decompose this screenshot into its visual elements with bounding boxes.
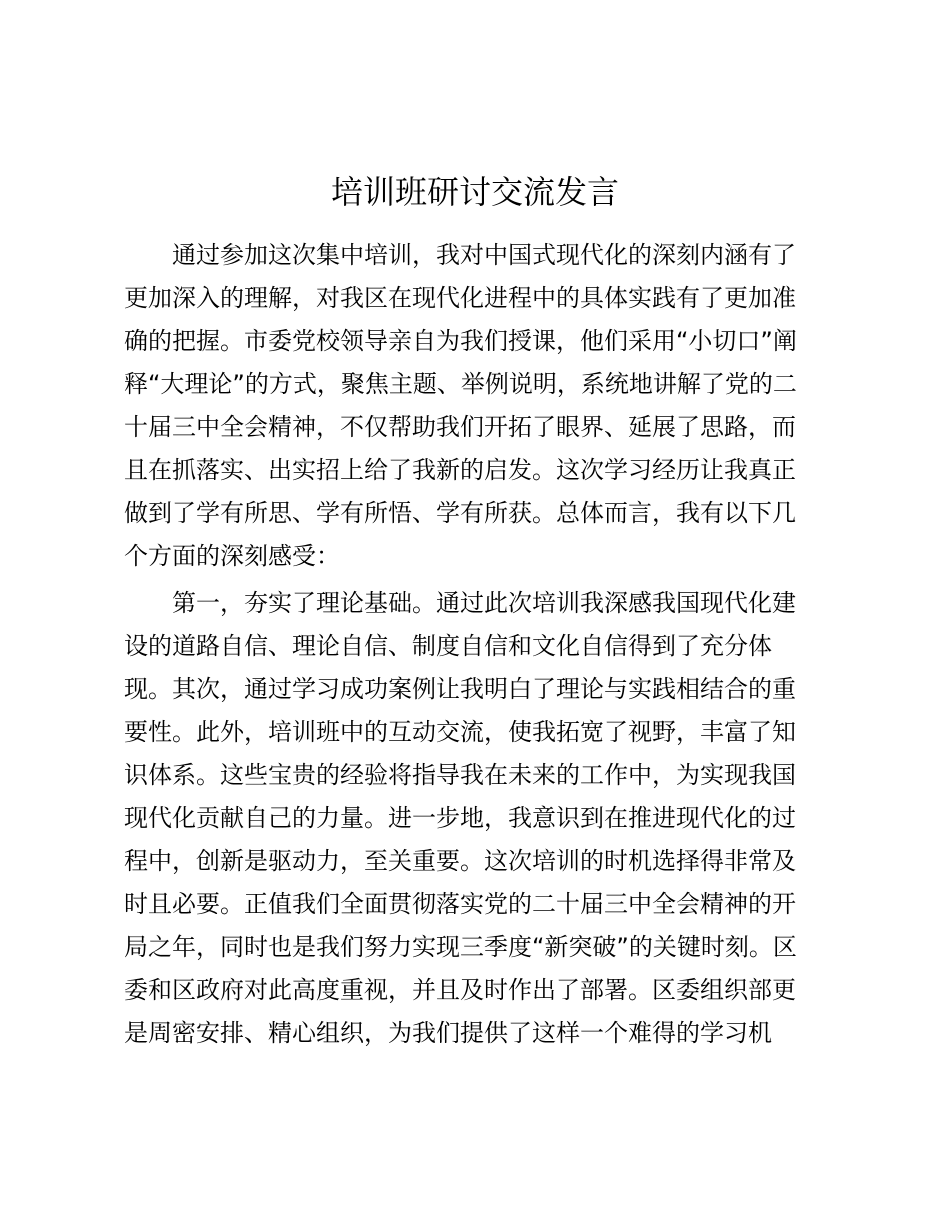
paragraph-1-line: 通过参加这次集中培训，我对中国式现代化的深刻内涵有了 [172, 241, 796, 269]
paragraph-2-line: 是周密安排、精心组织，为我们提供了这样一个难得的学习机 [124, 1019, 772, 1047]
paragraph-1-line: 更加深入的理解，对我区在现代化进程中的具体实践有了更加准 [124, 284, 796, 312]
paragraph-2-line: 识体系。这些宝贵的经验将指导我在未来的工作中，为实现我国 [124, 761, 796, 789]
paragraph-2-line: 第一，夯实了理论基础。通过此次培训我深感我国现代化建 [172, 589, 796, 617]
paragraph-1-line: 确的把握。市委党校领导亲自为我们授课，他们采用“小切口”阐 [124, 327, 797, 355]
paragraph-1-line: 释“大理论”的方式，聚焦主题、举例说明，系统地讲解了党的二 [124, 370, 797, 398]
paragraph-2-line: 设的道路自信、理论自信、制度自信和文化自信得到了充分体 [124, 632, 772, 660]
paragraph-1-line: 个方面的深刻感受： [124, 542, 340, 570]
paragraph-2-line: 现代化贡献自己的力量。进一步地，我意识到在推进现代化的过 [124, 804, 796, 832]
paragraph-2-line: 委和区政府对此高度重视，并且及时作出了部署。区委组织部更 [124, 976, 796, 1004]
paragraph-1-line: 且在抓落实、出实招上给了我新的启发。这次学习经历让我真正 [124, 456, 796, 484]
paragraph-2-line: 程中，创新是驱动力，至关重要。这次培训的时机选择得非常及 [124, 847, 796, 875]
paragraph-1-line: 十届三中全会精神，不仅帮助我们开拓了眼界、延展了思路，而 [124, 413, 796, 441]
paragraph-1-line: 做到了学有所思、学有所悟、学有所获。总体而言，我有以下几 [124, 499, 796, 527]
paragraph-2-line: 现。其次，通过学习成功案例让我明白了理论与实践相结合的重 [124, 675, 796, 703]
paragraph-2-line: 要性。此外，培训班中的互动交流，使我拓宽了视野，丰富了知 [124, 718, 796, 746]
paragraph-2-line: 时且必要。正值我们全面贯彻落实党的二十届三中全会精神的开 [124, 890, 796, 918]
paragraph-2-line: 局之年，同时也是我们努力实现三季度“新突破”的关键时刻。区 [124, 933, 797, 961]
document-title: 培训班研讨交流发言 [330, 173, 619, 211]
